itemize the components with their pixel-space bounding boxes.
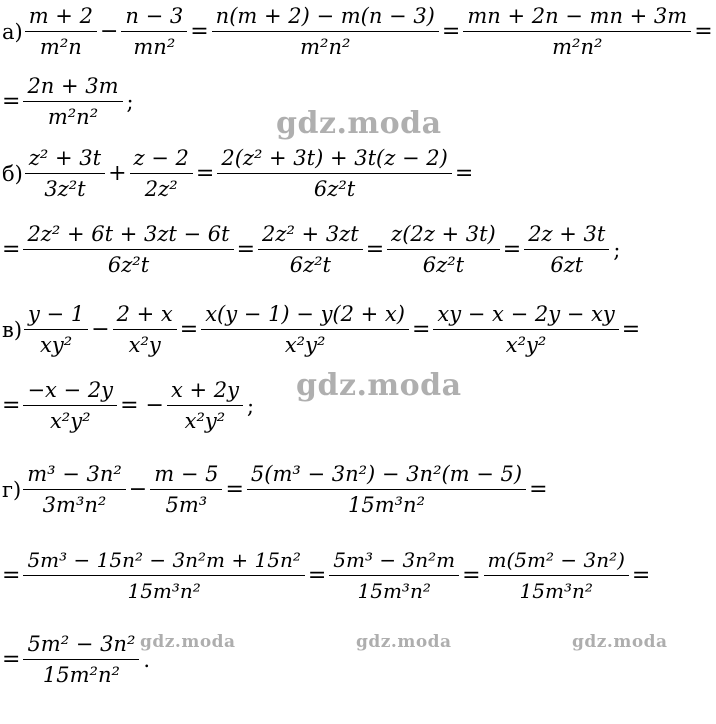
equals-sign: = (225, 477, 244, 502)
fraction (150, 462, 222, 517)
fraction (167, 378, 243, 433)
part-v-line-1 (2, 302, 643, 357)
numerator: 5m³ − 3n²m (333, 548, 456, 572)
part-a-line-1 (2, 4, 716, 59)
denominator: 15m²n² (42, 663, 120, 687)
equals-sign: = (631, 563, 651, 588)
fraction (23, 632, 139, 687)
watermark: gdz.moda (276, 106, 442, 141)
numerator: n − 3 (125, 4, 184, 28)
denominator: 15m³n² (348, 493, 425, 517)
denominator: 3z²t (44, 177, 86, 201)
operator: − (91, 317, 110, 342)
punctuation: ; (126, 89, 134, 114)
equals-sign: = (529, 477, 548, 502)
fraction (24, 302, 88, 357)
denominator: 6z²t (289, 253, 331, 277)
watermark: gdz.moda (356, 632, 452, 652)
fraction (23, 548, 304, 603)
equals-sign: = (2, 89, 21, 114)
denominator: m²n² (552, 35, 603, 59)
part-g-label: г) (2, 477, 22, 502)
part-b-label: б) (2, 161, 23, 186)
fraction (247, 462, 526, 517)
fraction (130, 146, 193, 201)
numerator: 2(z² + 3t) + 3t(z − 2) (221, 146, 448, 170)
denominator: 6z²t (313, 177, 356, 201)
fraction (387, 222, 500, 277)
denominator: 3m³n² (42, 493, 107, 517)
numerator: 2z² + 3zt (262, 222, 359, 246)
denominator: 15m³n² (357, 579, 431, 603)
part-v-line-2 (2, 378, 254, 433)
numerator: m(5m² − 3n²) (487, 548, 625, 572)
equals-sign: = (454, 161, 474, 186)
denominator: x²y² (505, 333, 547, 357)
equals-minus-sign: = − (120, 393, 164, 418)
operator: + (108, 161, 127, 186)
part-g-line-1 (2, 462, 551, 517)
denominator: x²y² (284, 333, 326, 357)
denominator: 6z²t (422, 253, 465, 277)
fraction (23, 222, 233, 277)
numerator: 5(m³ − 3n²) − 3n²(m − 5) (250, 462, 523, 486)
denominator: xy² (40, 333, 73, 357)
fraction (201, 302, 409, 357)
part-b-line-2 (2, 222, 620, 277)
fraction (121, 4, 187, 59)
numerator: z² + 3t (28, 146, 102, 170)
numerator: 2n + 3m (27, 74, 119, 98)
equals-sign: = (365, 237, 385, 262)
fraction (463, 4, 691, 59)
numerator: 2z² + 6t + 3zt − 6t (27, 222, 230, 246)
fraction (258, 222, 363, 277)
numerator: 5m² − 3n² (27, 632, 136, 656)
numerator: y − 1 (28, 302, 85, 326)
fraction (23, 462, 126, 517)
fraction (23, 74, 122, 129)
numerator: xy − x − 2y − xy (437, 302, 615, 326)
numerator: x + 2y (170, 378, 239, 402)
equals-sign: = (2, 237, 21, 262)
fraction (113, 302, 177, 357)
equals-sign: = (694, 19, 713, 44)
numerator: −x − 2y (27, 378, 114, 402)
watermark: gdz.moda (572, 632, 668, 652)
fraction (212, 4, 439, 59)
watermark: gdz.moda (140, 632, 236, 652)
punctuation: ; (613, 237, 621, 262)
equals-sign: = (2, 647, 21, 672)
denominator: m²n² (300, 35, 351, 59)
part-g-line-2 (2, 548, 653, 603)
numerator: mn + 2n − mn + 3m (467, 4, 688, 28)
denominator: 6z²t (107, 253, 150, 277)
fraction (23, 378, 117, 433)
numerator: 5m³ − 15n² − 3n²m + 15n² (27, 548, 301, 572)
denominator: m²n (39, 35, 82, 59)
equals-sign: = (179, 317, 199, 342)
denominator: 6zt (550, 253, 584, 277)
equals-sign: = (190, 19, 209, 44)
denominator: x²y² (184, 409, 226, 433)
numerator: 2z + 3t (528, 222, 606, 246)
numerator: x(y − 1) − y(2 + x) (205, 302, 405, 326)
equals-sign: = (2, 563, 21, 588)
equals-sign: = (621, 317, 641, 342)
equals-sign: = (502, 237, 522, 262)
equals-sign: = (195, 161, 215, 186)
equals-sign: = (462, 563, 481, 588)
numerator: z(2z + 3t) (391, 222, 496, 246)
part-v-label: в) (2, 317, 23, 342)
denominator: 5m³ (165, 493, 208, 517)
part-g-line-3 (2, 632, 150, 687)
numerator: m + 2 (28, 4, 93, 28)
punctuation: . (143, 647, 151, 672)
part-b-line-1 (2, 146, 476, 201)
operator: − (99, 19, 119, 44)
fraction (25, 4, 97, 59)
watermark: gdz.moda (296, 368, 462, 403)
equals-sign: = (307, 563, 327, 588)
fraction (329, 548, 459, 603)
equals-sign: = (236, 237, 256, 262)
numerator: m³ − 3n² (27, 462, 122, 486)
denominator: m²n² (47, 105, 99, 129)
fraction (524, 222, 609, 277)
part-a-label: а) (2, 19, 23, 44)
denominator: x²y² (49, 409, 91, 433)
denominator: x²y (128, 333, 161, 357)
fraction (217, 146, 451, 201)
denominator: mn² (133, 35, 176, 59)
denominator: 15m³n² (127, 579, 201, 603)
operator: − (128, 477, 148, 502)
numerator: 2 + x (116, 302, 173, 326)
numerator: m − 5 (154, 462, 219, 486)
numerator: n(m + 2) − m(n − 3) (215, 4, 435, 28)
equals-sign: = (411, 317, 431, 342)
denominator: 2z² (144, 177, 178, 201)
equals-sign: = (2, 393, 21, 418)
fraction (25, 146, 105, 201)
fraction (433, 302, 618, 357)
part-a-line-2 (2, 74, 134, 129)
fraction (484, 548, 629, 603)
equals-sign: = (441, 19, 461, 44)
denominator: 15m³n² (519, 579, 593, 603)
punctuation: ; (246, 393, 255, 418)
numerator: z − 2 (133, 146, 189, 170)
